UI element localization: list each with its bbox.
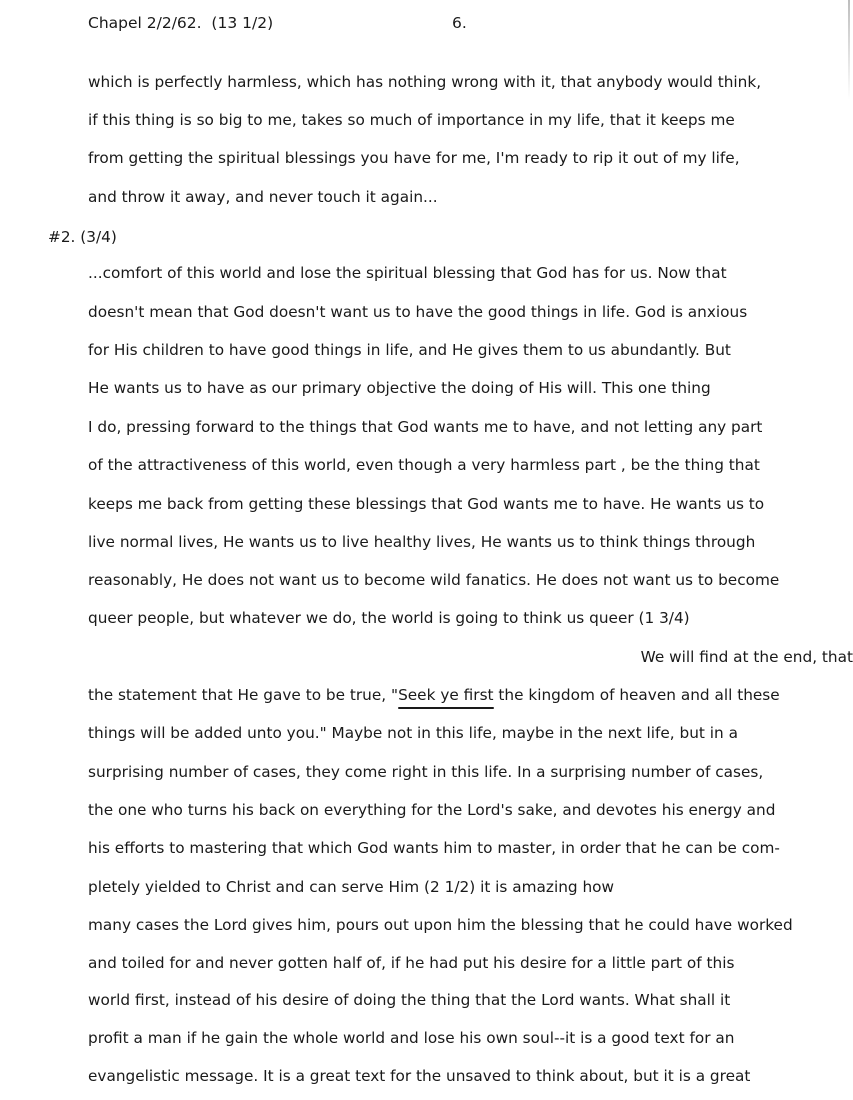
text-line: many cases the Lord gives him, pours out upon him the blessing that he could have worked	[88, 916, 793, 934]
text-line: things will be added unto you." Maybe not in this life, maybe in the next life, but in a	[88, 724, 738, 742]
text-line: We will find at the end, that	[640, 648, 853, 666]
text-line: if this thing is so big to me, takes so much of importance in my life, that it keeps me	[88, 111, 735, 129]
text-segment: the kingdom of heaven and all these	[493, 686, 780, 704]
text-line: evangelistic message. It is a great text for the unsaved to think about, but it is a great	[88, 1067, 751, 1085]
text-segment: the statement that He gave to be true, "	[88, 686, 399, 704]
text-line: ...comfort of this world and lose the spiritual blessing that God has for us. Now that	[88, 264, 727, 282]
text-line: and throw it away, and never touch it again...	[88, 188, 438, 206]
text-line: from getting the spiritual blessings you have for me, I'm ready to rip it out of my life,	[88, 149, 740, 167]
page-edge-shadow	[848, 0, 850, 100]
text-line: which is perfectly harmless, which has nothing wrong with it, that anybody would think,	[88, 73, 762, 91]
text-line: the one who turns his back on everything for the Lord's sake, and devotes his energy and	[88, 801, 776, 819]
text-line	[88, 685, 780, 705]
underlined-phrase: Seek ye first	[398, 686, 494, 704]
text-line: and toiled for and never gotten half of, if he had put his desire for a little part of this	[88, 954, 735, 972]
page-number: 6.	[452, 14, 467, 32]
section-marker: #2. (3/4)	[48, 228, 117, 246]
text-line: world first, instead of his desire of doing the thing that the Lord wants. What shall it	[88, 991, 731, 1009]
header-title: Chapel 2/2/62. (13 1/2)	[88, 14, 274, 32]
text-line: I do, pressing forward to the things that God wants me to have, and not letting any part	[88, 418, 763, 436]
text-line: keeps me back from getting these blessings that God wants me to have. He wants us to	[88, 495, 765, 513]
text-line: his efforts to mastering that which God wants him to master, in order that he can be com-	[88, 839, 780, 857]
text-line: for His children to have good things in life, and He gives them to us abundantly. But	[88, 341, 731, 359]
text-line: of the attractiveness of this world, even though a very harmless part , be the thing that	[88, 456, 760, 474]
text-line: He wants us to have as our primary objective the doing of His will. This one thing	[88, 379, 711, 397]
text-line: doesn't mean that God doesn't want us to have the good things in life. God is anxious	[88, 303, 748, 321]
text-line: live normal lives, He wants us to live healthy lives, He wants us to think things through	[88, 533, 756, 551]
text-line: pletely yielded to Christ and can serve Him (2 1/2) it is amazing how	[88, 878, 615, 896]
text-line: reasonably, He does not want us to become wild fanatics. He does not want us to become	[88, 571, 780, 589]
text-line: profit a man if he gain the whole world and lose his own soul--it is a good text for an	[88, 1029, 735, 1047]
text-line: queer people, but whatever we do, the world is going to think us queer (1 3/4)	[88, 609, 690, 627]
text-line: surprising number of cases, they come right in this life. In a surprising number of cases,	[88, 763, 764, 781]
